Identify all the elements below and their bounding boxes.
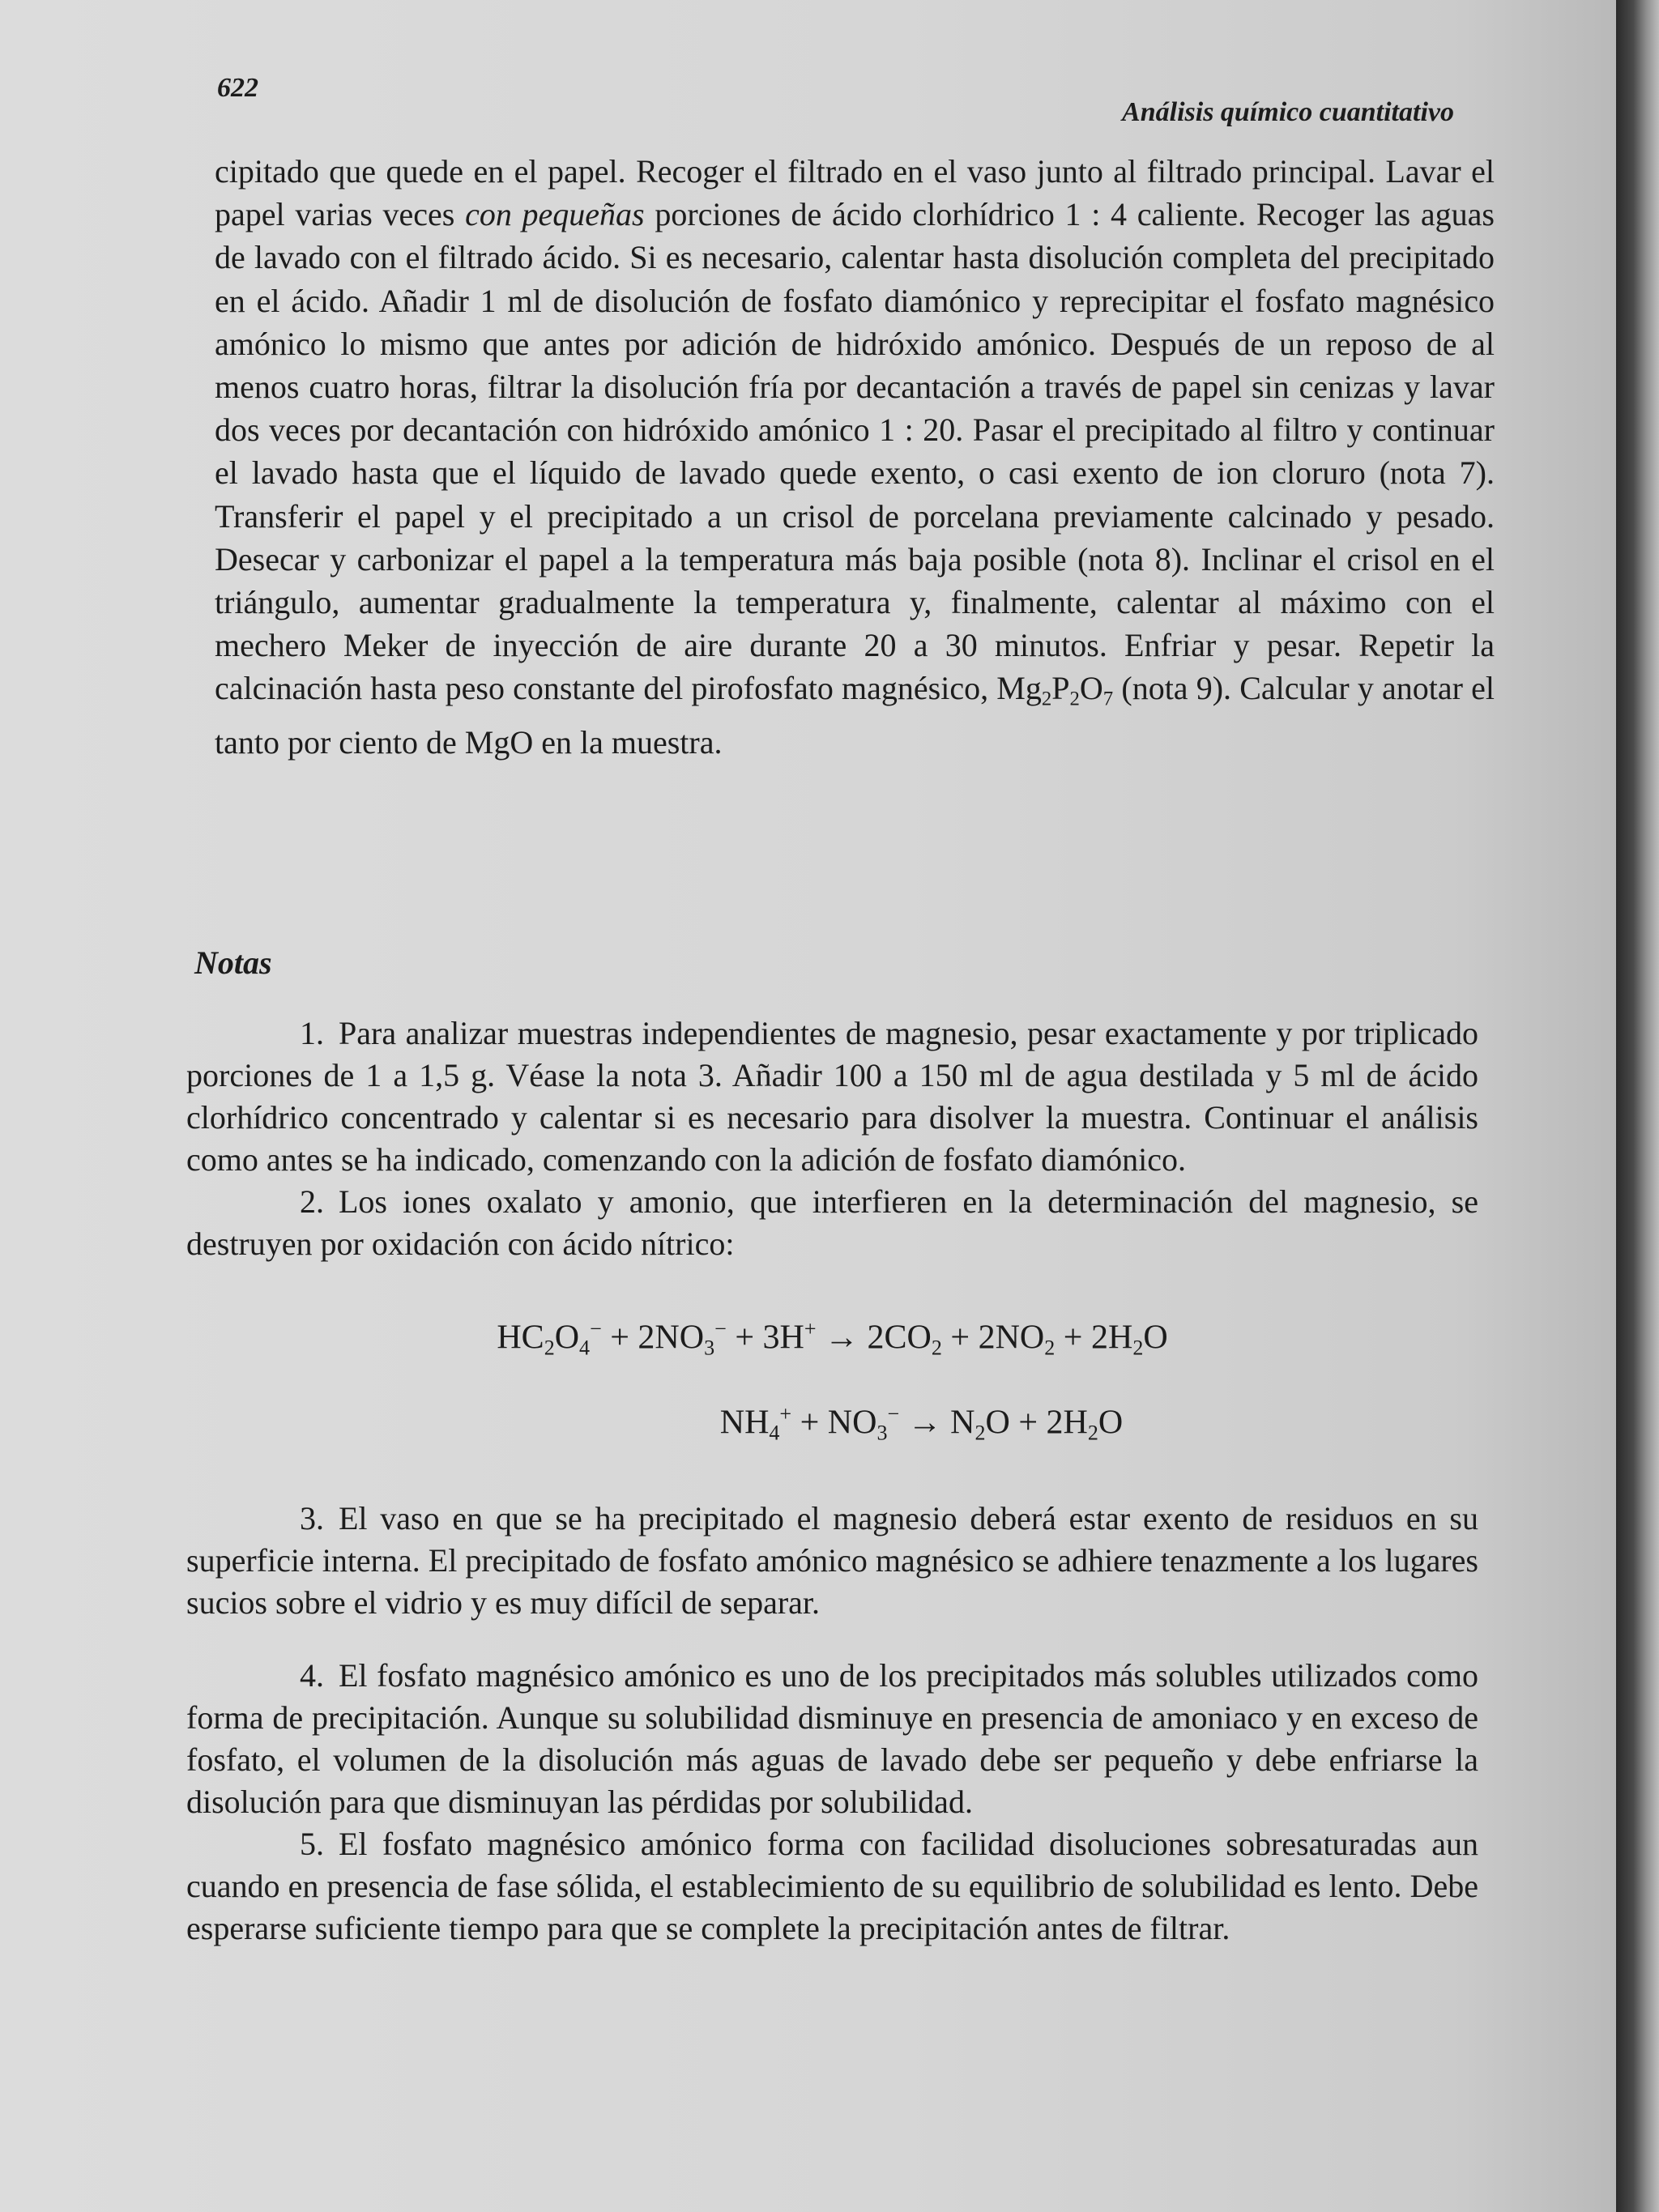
running-head: Análisis químico cuantitativo: [1122, 97, 1454, 127]
equation-ammonium: [186, 1381, 1478, 1466]
eq-subscript: 2: [931, 1336, 942, 1360]
eq-term: → 2CO: [816, 1319, 932, 1357]
formula-subscript: 2: [1069, 688, 1080, 710]
note-text: Los iones oxalato y amonio, que interfieren en la determinación del magnesio, se destruyen por oxidación con ácido nítrico:: [186, 1183, 1478, 1262]
formula-subscript: 2: [1041, 688, 1052, 710]
note-text: El fosfato magnésico amónico es uno de los precipitados más solubles utilizados como forma de precipitación. Aunque su solubilidad disminuye en presencia de amoniaco y en exceso de fosfato, el volumen de la disolución más aguas de lavado debe ser pequeño y debe enfriarse la disolución para que disminuyan las pérdidas por solubilidad.: [186, 1656, 1478, 1820]
main-paragraph: [215, 150, 1495, 764]
main-text-block: [215, 150, 1495, 764]
formula-subscript: 7: [1102, 688, 1114, 710]
note-item: [186, 1655, 1478, 1823]
eq-charge: +: [804, 1317, 817, 1340]
eq-term: + NO: [791, 1404, 877, 1443]
eq-subscript: 2: [1087, 1421, 1098, 1445]
formula-element: P: [1051, 670, 1070, 707]
emphasized-text: con pequeñas: [465, 196, 645, 233]
chemical-equations: [186, 1296, 1478, 1467]
book-spine-shadow: [1616, 0, 1659, 2212]
formula-element: O: [1079, 670, 1103, 707]
equation-oxalate: [186, 1296, 1478, 1381]
note-item: [186, 1181, 1478, 1265]
eq-term: → N: [899, 1404, 975, 1443]
eq-subscript: 4: [769, 1421, 780, 1445]
notes-list: [186, 1012, 1478, 1950]
note-item: [186, 1012, 1478, 1181]
note-text: El vaso en que se ha precipitado el magnesio deberá estar exento de residuos en su superficie interna. El precipitado de fosfato amónico magnésico se adhiere tenazmente a los lugares sucios sobre el vidrio y es muy difícil de separar.: [186, 1499, 1478, 1621]
eq-subscript: 2: [975, 1421, 986, 1445]
eq-subscript: 2: [1132, 1336, 1144, 1360]
page-header: [217, 65, 1454, 127]
note-text: El fosfato magnésico amónico forma con facilidad disoluciones sobresaturadas aun cuando en presencia de fase sólida, el establecimiento de su equilibrio de solubilidad es lento. Debe esperarse suficiente tiempo para que se complete la precipitación antes de filtrar.: [186, 1825, 1478, 1946]
notes-heading: Notas: [194, 944, 272, 981]
page-number: 622: [217, 73, 258, 103]
note-number: 2.: [300, 1183, 324, 1220]
eq-subscript: 3: [704, 1336, 715, 1360]
eq-term: O + 2H: [985, 1404, 1088, 1443]
eq-subscript: 4: [579, 1336, 591, 1360]
eq-term: + 2NO: [601, 1319, 705, 1357]
eq-charge: −: [590, 1317, 602, 1340]
eq-term: HC: [497, 1319, 544, 1357]
note-number: 1.: [300, 1015, 324, 1051]
note-item: [186, 1823, 1478, 1950]
eq-charge: −: [887, 1402, 900, 1426]
eq-term: NH: [719, 1404, 770, 1443]
paragraph-text-2: porciones de ácido clorhídrico 1 : 4 caliente. Recoger las aguas de lavado con el filtrado ácido. Si es necesario, calentar hasta disolución completa del precipitado en el ácido. Añadir 1 ml de disolución de fosfato diamónico y reprecipitar el fosfato magnésico amónico lo mismo que antes por adición de hidróxido amónico. Después de un reposo de al menos cuatro horas, filtrar la disolución fría por decantación a través de papel sin cenizas y lavar dos veces por decantación con hidróxido amónico 1 : 20. Pasar el precipitado al filtro y continuar el lavado hasta que el líquido de lavado quede exento, o casi exento de ion cloruro (nota 7). Transferir el papel y el precipitado a un crisol de porcelana previamente calcinado y pesado. Desecar y carbonizar el papel a la temperatura más baja posible (nota 8). Inclinar el crisol en el triángulo, aumentar gradualmente la temperatura y, finalmente, calentar al máximo con el mechero Meker de inyección de aire durante 20 a 30 minutos. Enfriar y pesar. Repetir la calcinación hasta peso constante del pirofosfato magnésico, Mg: [215, 196, 1495, 707]
eq-term: O: [554, 1319, 580, 1357]
eq-term: + 3H: [726, 1319, 804, 1357]
paragraph-text-3: (nota 9). Calcular y anotar el tanto por ciento de MgO en la muestra.: [215, 670, 1495, 761]
eq-term: O: [1143, 1319, 1168, 1357]
eq-subscript: 2: [1044, 1336, 1056, 1360]
eq-charge: +: [779, 1402, 792, 1426]
note-number: 3.: [300, 1499, 324, 1536]
note-number: 4.: [300, 1656, 324, 1694]
eq-term: + 2NO: [941, 1319, 1045, 1357]
note-text: Para analizar muestras independientes de magnesio, pesar exactamente y por triplicado porciones de 1 a 1,5 g. Véase la nota 3. Añadir 100 a 150 ml de agua destilada y 5 ml de ácido clorhídrico concentrado y calentar si es necesario para disolver la muestra. Continuar el análisis como antes se ha indicado, comenzando con la adición de fosfato diamónico.: [186, 1015, 1478, 1178]
note-number: 5.: [300, 1825, 324, 1862]
note-item: [186, 1498, 1478, 1624]
eq-term: + 2H: [1055, 1319, 1133, 1357]
eq-charge: −: [714, 1317, 727, 1340]
eq-subscript: 2: [544, 1336, 555, 1360]
eq-subscript: 3: [876, 1421, 888, 1445]
eq-term: O: [1098, 1404, 1124, 1443]
paragraph-text-1: cipitado que quede en el papel. Recoger el filtrado en el vaso junto al filtrado principal. Lavar el papel varias veces: [215, 153, 1495, 233]
